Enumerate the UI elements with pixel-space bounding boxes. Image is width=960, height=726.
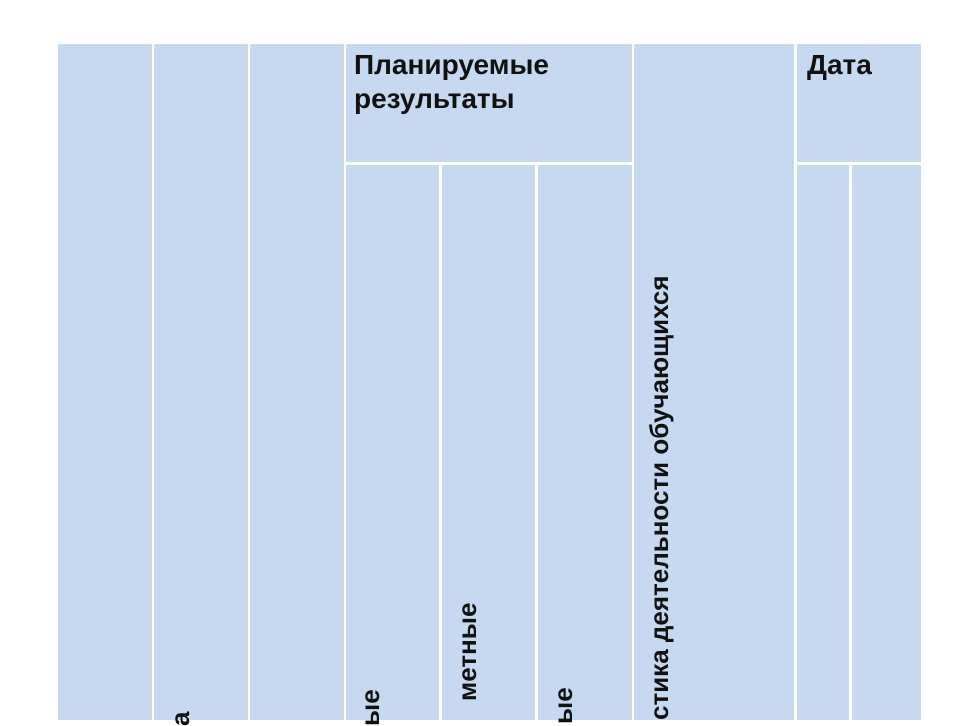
date-subcolumn-1 — [797, 165, 849, 720]
date-subcolumn-2 — [852, 165, 921, 720]
subcolumn-2-vertical-label: метные — [452, 602, 482, 701]
planned-results-subcolumn-1 — [346, 165, 439, 720]
date-heading: Дата — [807, 49, 872, 80]
activity-characteristic-vertical-label: стика деятельности обучающихся — [644, 275, 674, 720]
planned-results-heading: Планируемые результаты — [354, 49, 549, 114]
column-2-vertical-label: а — [165, 711, 195, 726]
table-column-3 — [250, 44, 344, 720]
table-column-2 — [154, 44, 248, 720]
subcolumn-1-vertical-label: ые — [355, 689, 385, 726]
planned-results-subcolumn-3 — [538, 165, 632, 720]
subcolumn-3-vertical-label: ые — [548, 687, 578, 724]
table-column-1 — [58, 44, 152, 720]
